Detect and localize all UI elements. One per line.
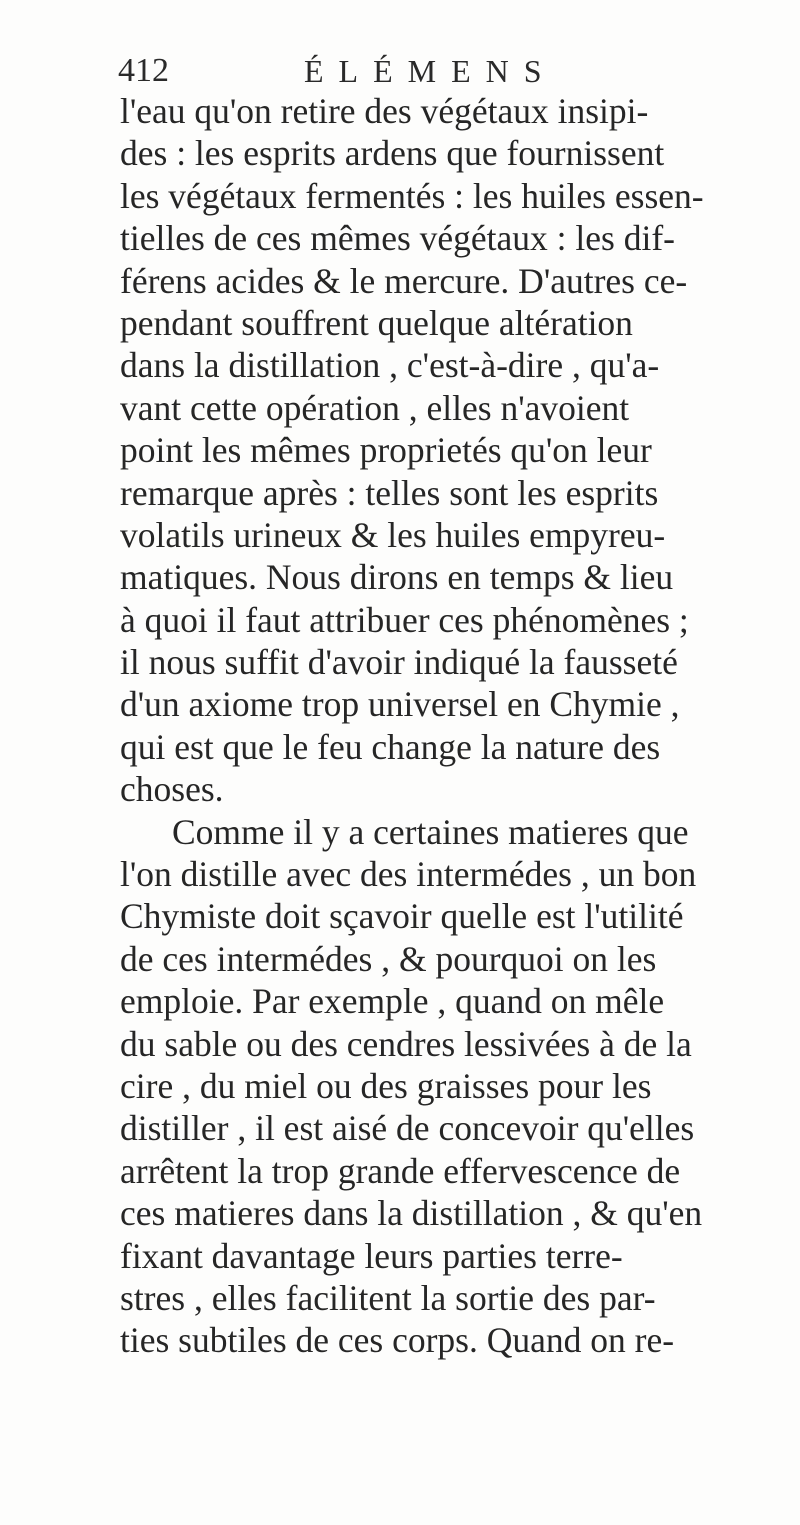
text-line: l'eau qu'on retire des végétaux insipi-	[120, 91, 649, 131]
text-line: emploie. Par exemple , quand on mêle	[120, 981, 665, 1022]
text-line: qui est que le feu change la nature des	[120, 726, 661, 767]
text-line: des : les esprits ardens que fournissent	[120, 133, 665, 174]
running-head	[118, 46, 598, 96]
text-line: les végétaux fermentés : les huiles essen-	[120, 175, 704, 216]
text-line: ties subtiles de ces corps. Quand on re-	[120, 1320, 675, 1361]
text-line: point les mêmes proprietés qu'on leur	[120, 430, 652, 471]
text-line: distiller , il est aisé de concevoir qu'elles	[120, 1108, 695, 1149]
text-line: fixant davantage leurs parties terre-	[120, 1235, 623, 1276]
text-line: choses.	[120, 769, 224, 810]
text-line: tielles de ces mêmes végétaux : les dif-	[120, 218, 675, 259]
text-line: ces matieres dans la distillation , & qu'en	[120, 1193, 703, 1234]
text-line: Chymiste doit sçavoir quelle est l'utilité	[120, 896, 684, 937]
text-line: de ces intermédes , & pourquoi on les	[120, 938, 657, 979]
running-title: ÉLÉMENS	[304, 53, 557, 89]
page-number: 412	[118, 52, 169, 89]
text-line: cire , du miel ou des graisses pour les	[120, 1065, 652, 1106]
text-line: dans la distillation , c'est-à-dire , qu'a-	[120, 345, 660, 386]
text-line: férens acides & le mercure. D'autres ce-	[120, 260, 688, 301]
text-line: l'on distille avec des intermédes , un bon	[120, 854, 697, 895]
text-line: il nous suffit d'avoir indiqué la fausseté	[120, 642, 678, 683]
body-text	[120, 90, 760, 1362]
paragraph-start-line: Comme il y a certaines matieres que	[172, 811, 689, 852]
text-line: arrêtent la trop grande effervescence de	[120, 1150, 681, 1191]
text-line: d'un axiome trop universel en Chymie ,	[120, 684, 680, 725]
text-line: stres , elles facilitent la sortie des par-	[120, 1277, 656, 1318]
text-line: à quoi il faut attribuer ces phénomènes ;	[120, 599, 689, 640]
text-line: remarque après : telles sont les esprits	[120, 472, 659, 513]
text-line: pendant souffrent quelque altération	[120, 302, 633, 343]
text-line: vant cette opération , elles n'avoient	[120, 387, 630, 428]
text-line: matiques. Nous dirons en temps & lieu	[120, 557, 674, 598]
text-line: volatils urineux & les huiles empyreu-	[120, 514, 666, 555]
text-line: du sable ou des cendres lessivées à de la	[120, 1023, 692, 1064]
